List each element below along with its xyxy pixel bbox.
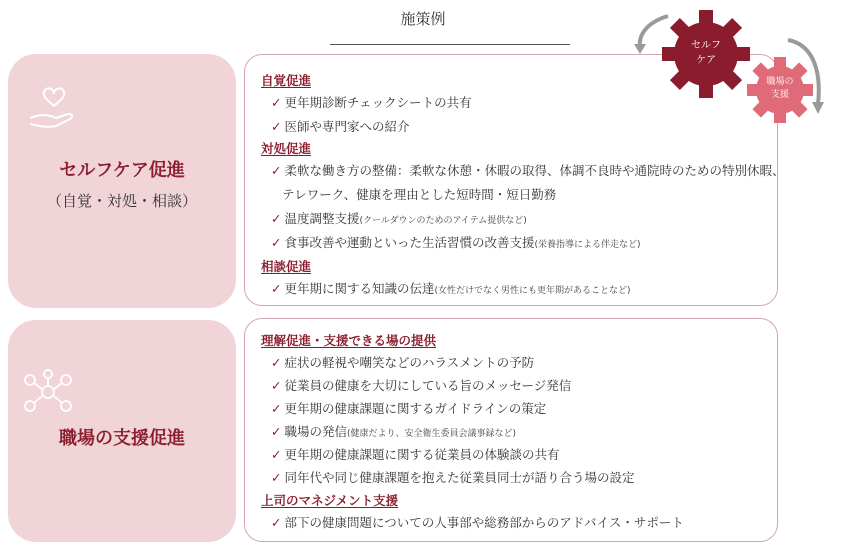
category-label: 上司のマネジメント支援 <box>261 493 399 508</box>
check-icon: ✓ <box>271 281 282 296</box>
check-icon: ✓ <box>271 163 282 178</box>
list-item: ✓ 更年期の健康課題に関するガイドラインの策定 <box>271 401 547 416</box>
header-title: 施策例 <box>400 10 446 28</box>
workplace-panel <box>8 320 236 542</box>
check-icon: ✓ <box>271 401 282 416</box>
list-item: ✓ 柔軟な働き方の整備：柔軟な休憩・休暇の取得、体調不良時や通院時のための特別休暇、 <box>271 163 785 178</box>
cycle-arrow-left <box>640 16 668 48</box>
check-icon: ✓ <box>271 235 282 250</box>
selfcare-title: セルフケア促進 <box>59 160 185 181</box>
check-icon: ✓ <box>271 447 282 462</box>
list-item: ✓ 従業員の健康を大切にしている旨のメッセージ発信 <box>271 378 572 393</box>
list-item: ✓ 部下の健康問題についての人事部や総務部からのアドバイス・サポート <box>271 515 684 530</box>
check-icon: ✓ <box>271 211 282 226</box>
arrow-head-right <box>812 102 824 114</box>
workplace-measures-box <box>244 318 778 542</box>
header-underline <box>330 44 570 45</box>
check-icon: ✓ <box>271 95 282 110</box>
category-label: 相談促進 <box>261 259 312 274</box>
list-item: ✓ 職場の発信(健康だより、安全衛生委員会議事録など) <box>271 424 517 439</box>
check-icon: ✓ <box>271 515 282 530</box>
big-gear-label: セルフ ケア <box>691 40 721 66</box>
network-people-icon <box>20 368 76 416</box>
list-item: ✓ 食事改善や運動といった生活習慣の改善支援(栄養指導による伴走など) <box>271 235 641 250</box>
small-gear-label: 職場の 支援 <box>766 77 794 100</box>
check-icon: ✓ <box>271 119 282 134</box>
list-item: ✓ 温度調整支援(クールダウンのためのアイテム提供など) <box>271 211 527 226</box>
selfcare-subtitle: （自覚・対処・相談） <box>46 192 197 210</box>
list-item: ✓ 同年代や同じ健康課題を抱えた従業員同士が語り合う場の設定 <box>271 470 635 485</box>
list-item: ✓ 医師や専門家への紹介 <box>271 119 410 134</box>
check-icon: ✓ <box>271 424 282 439</box>
check-icon: ✓ <box>271 378 282 393</box>
hand-heart-icon <box>26 84 82 132</box>
list-item: ✓ 更年期診断チェックシートの共有 <box>271 95 472 110</box>
category-label: 対処促進 <box>261 141 312 156</box>
workplace-title: 職場の支援促進 <box>59 428 185 449</box>
list-item: ✓ 更年期に関する知識の伝達(女性だけでなく男性にも更年期があることなど) <box>271 281 631 296</box>
check-icon: ✓ <box>271 355 282 370</box>
check-icon: ✓ <box>271 470 282 485</box>
list-item: テレワーク、健康を理由とした短時間・短日勤務 <box>282 187 557 202</box>
list-item: ✓ 症状の軽視や嘲笑などのハラスメントの予防 <box>271 355 535 370</box>
category-label: 自覚促進 <box>261 73 312 88</box>
gears-graphic <box>628 4 834 130</box>
selfcare-panel <box>8 54 236 308</box>
arrow-head-left <box>634 44 646 54</box>
category-label: 理解促進・支援できる場の提供 <box>261 333 437 348</box>
list-item: ✓ 更年期の健康課題に関する従業員の体験談の共有 <box>271 447 560 462</box>
